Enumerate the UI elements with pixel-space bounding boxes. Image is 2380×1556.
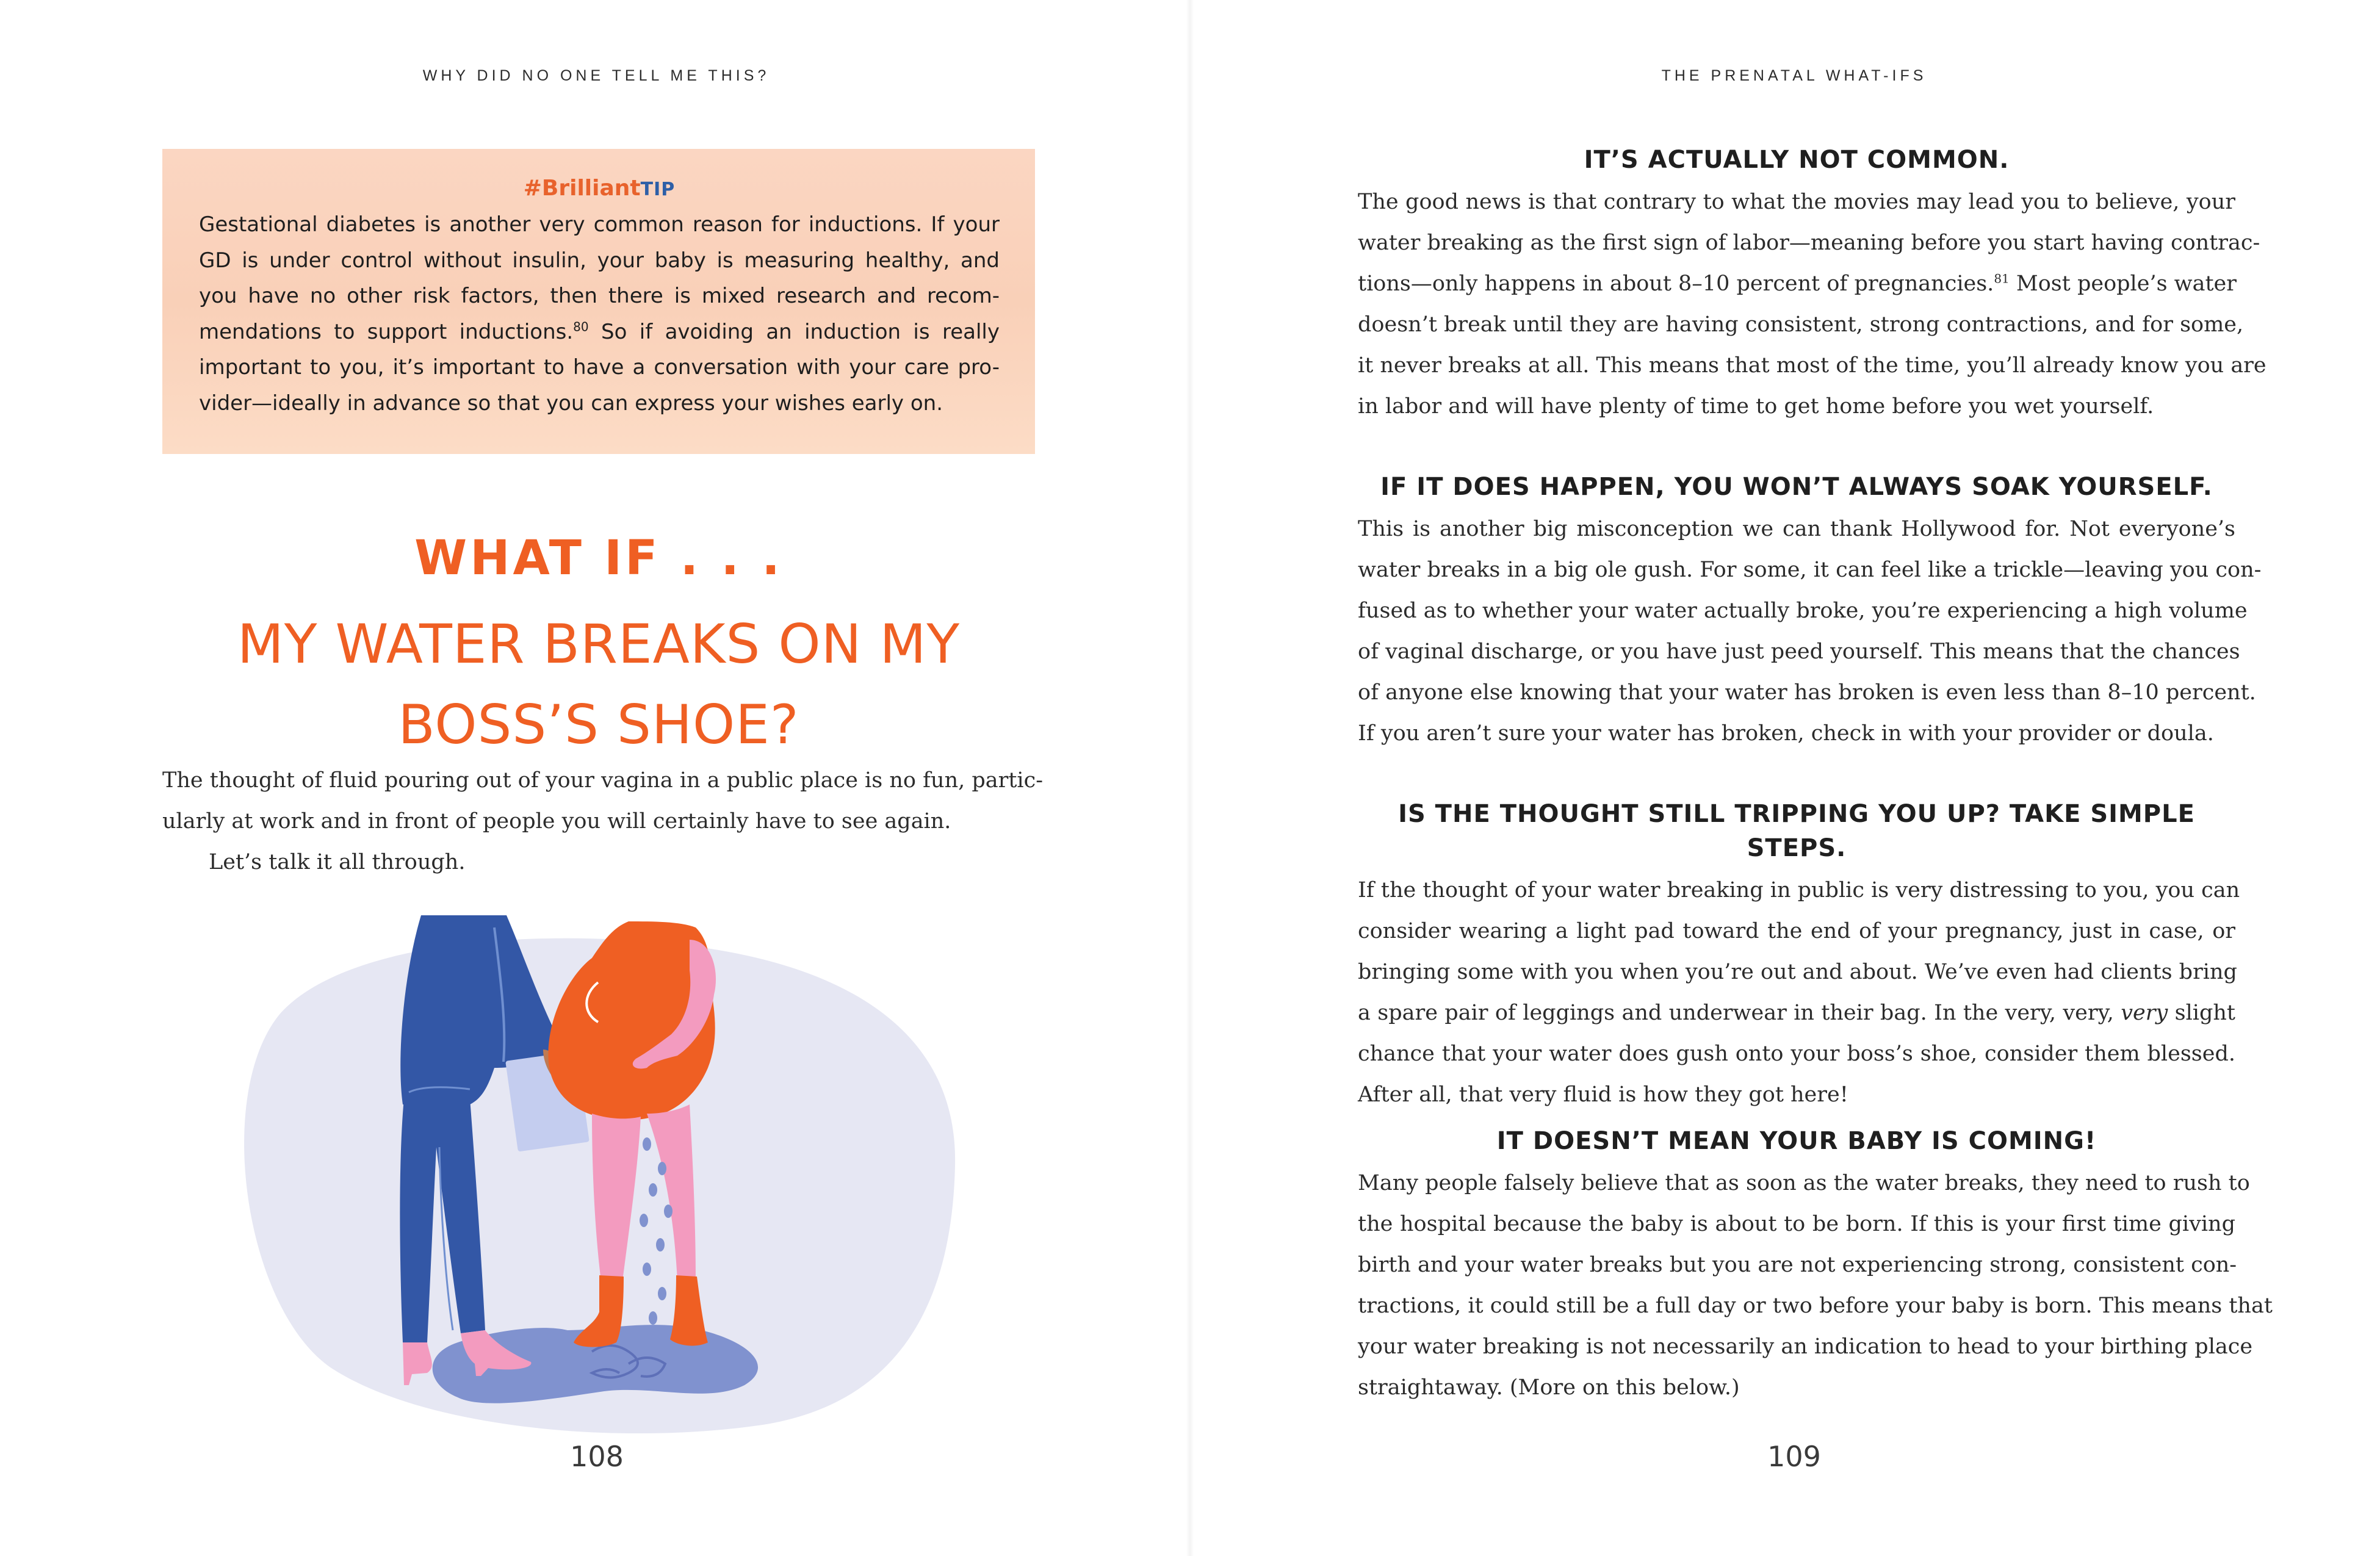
body-line: If the thought of your water breaking in public is very distressing to you, you can xyxy=(1358,878,2240,902)
body-line: This is another big misconception we can thank Hollywood for. Not everyone’s xyxy=(1358,517,2235,541)
tip-line-4-end: So if avoiding an induction is really xyxy=(588,319,1000,344)
section-not-common xyxy=(1358,143,2266,427)
tip-line xyxy=(199,314,1000,350)
section-soak xyxy=(1358,470,2262,754)
body-line: doesn’t break until they are having consistent, strong contractions, and for some, xyxy=(1358,312,2244,337)
page-number-right: 109 xyxy=(1767,1440,1821,1473)
body-line: bringing some with you when you’re out and about. We’ve even had clients bring xyxy=(1358,960,2237,984)
body-line: it never breaks at all. This means that most of the time, you’ll already know you are xyxy=(1358,353,2266,378)
line-end: Most people’s water xyxy=(2009,272,2237,296)
emphasis-very: very xyxy=(2121,1001,2168,1025)
body-line: water breaks in a big ole gush. For some, it can feel like a trickle—leaving you con- xyxy=(1358,558,2262,582)
body-line: Many people falsely believe that as soon as the water breaks, they need to rush to xyxy=(1358,1171,2250,1195)
what-if-kicker: WHAT IF . . . xyxy=(414,531,783,586)
section-text xyxy=(1358,509,2262,754)
footnote-80[interactable]: 80 xyxy=(573,319,589,334)
body-line: Let’s talk it all through. xyxy=(209,850,466,874)
running-head-left: WHY DID NO ONE TELL ME THIS? xyxy=(422,67,770,84)
line-end: slight xyxy=(2168,1001,2235,1025)
section-heading: IT’S ACTUALLY NOT COMMON. xyxy=(1584,146,2010,174)
section-heading: IT DOESN’T MEAN YOUR BABY IS COMING! xyxy=(1496,1127,2097,1155)
body-line: the hospital because the baby is about to be born. If this is your first time giving xyxy=(1358,1212,2235,1236)
intro-paragraph xyxy=(162,760,1044,883)
section-heading: IF IT DOES HAPPEN, YOU WON’T ALWAYS SOAK YOURSELF. xyxy=(1380,473,2213,501)
right-page xyxy=(1190,0,2380,1556)
body-line: of anyone else knowing that your water has broken is even less than 8–10 percent. xyxy=(1358,680,2256,705)
section-text xyxy=(1358,1163,2273,1408)
body-line: birth and your water breaks but you are not experiencing strong, consistent con- xyxy=(1358,1253,2237,1277)
body-line: After all, that very fluid is how they got here! xyxy=(1358,1082,1848,1107)
footnote-81[interactable]: 81 xyxy=(1994,271,2010,286)
body-line: The thought of fluid pouring out of your vagina in a public place is no fun, partic- xyxy=(162,768,1044,793)
tip-line: vider—ideally in advance so that you can express your wishes early on. xyxy=(199,391,943,416)
headline-line-1: MY WATER BREAKS ON MY xyxy=(237,613,961,675)
body-line xyxy=(1358,993,2235,1034)
tip-line: you have no other risk factors, then there is mixed research and recom- xyxy=(199,284,1000,308)
body-line: your water breaking is not necessarily an indication to head to your birthing place xyxy=(1358,1334,2253,1359)
body-line: The good news is that contrary to what the movies may lead you to believe, your xyxy=(1358,190,2235,214)
tip-title-tip: TIP xyxy=(640,179,676,200)
intro-text xyxy=(162,760,1044,883)
body-line: of vaginal discharge, or you have just peed yourself. This means that the chances xyxy=(1358,639,2240,664)
chapter-headline xyxy=(162,604,1035,765)
section-text xyxy=(1358,182,2266,427)
tip-text xyxy=(199,207,1000,421)
tip-title-main: #Brilliant xyxy=(523,176,641,201)
body-line: in labor and will have plenty of time to get home before you wet yourself. xyxy=(1358,394,2154,419)
brilliant-tip-box xyxy=(162,149,1035,454)
page-number-left: 108 xyxy=(570,1440,624,1473)
line-start: tions—only happens in about 8–10 percent of pregnancies. xyxy=(1358,272,1994,296)
tip-title xyxy=(199,176,1000,201)
body-line: consider wearing a light pad toward the end of your pregnancy, just in case, or xyxy=(1358,919,2235,943)
tip-line-4-start: mendations to support inductions. xyxy=(199,319,574,344)
tip-line: important to you, it’s important to have a conversation with your care pro- xyxy=(199,355,1000,380)
line-start: a spare pair of leggings and underwear in their bag. In the very, very, xyxy=(1358,1001,2114,1025)
body-line: tractions, it could still be a full day or two before your baby is born. This means that xyxy=(1358,1294,2273,1318)
section-simple-steps xyxy=(1358,797,2240,1115)
body-line: If you aren’t sure your water has broken, check in with your provider or doula. xyxy=(1358,721,2214,746)
section-heading: IS THE THOUGHT STILL TRIPPING YOU UP? TAKE SIMPLE STEPS. xyxy=(1398,800,2195,862)
body-line: ularly at work and in front of people you will certainly have to see again. xyxy=(162,809,951,834)
headline-line-2: BOSS’S SHOE? xyxy=(398,693,799,756)
body-line: fused as to whether your water actually broke, you’re experiencing a high volume xyxy=(1358,599,2248,623)
tip-line: GD is under control without insulin, your baby is measuring healthy, and xyxy=(199,248,1000,273)
body-line: straightaway. (More on this below.) xyxy=(1358,1375,1740,1400)
section-text xyxy=(1358,870,2240,1115)
body-line: water breaking as the first sign of labor—meaning before you start having contrac- xyxy=(1358,231,2260,255)
section-baby-coming xyxy=(1358,1124,2273,1408)
water-breaking-illustration xyxy=(226,903,970,1434)
body-line xyxy=(1358,264,2235,304)
running-head-right: THE PRENATAL WHAT-IFS xyxy=(1661,67,1927,84)
body-line: chance that your water does gush onto your boss’s shoe, consider them blessed. xyxy=(1358,1042,2235,1066)
tip-line: Gestational diabetes is another very common reason for inductions. If your xyxy=(199,212,1000,237)
